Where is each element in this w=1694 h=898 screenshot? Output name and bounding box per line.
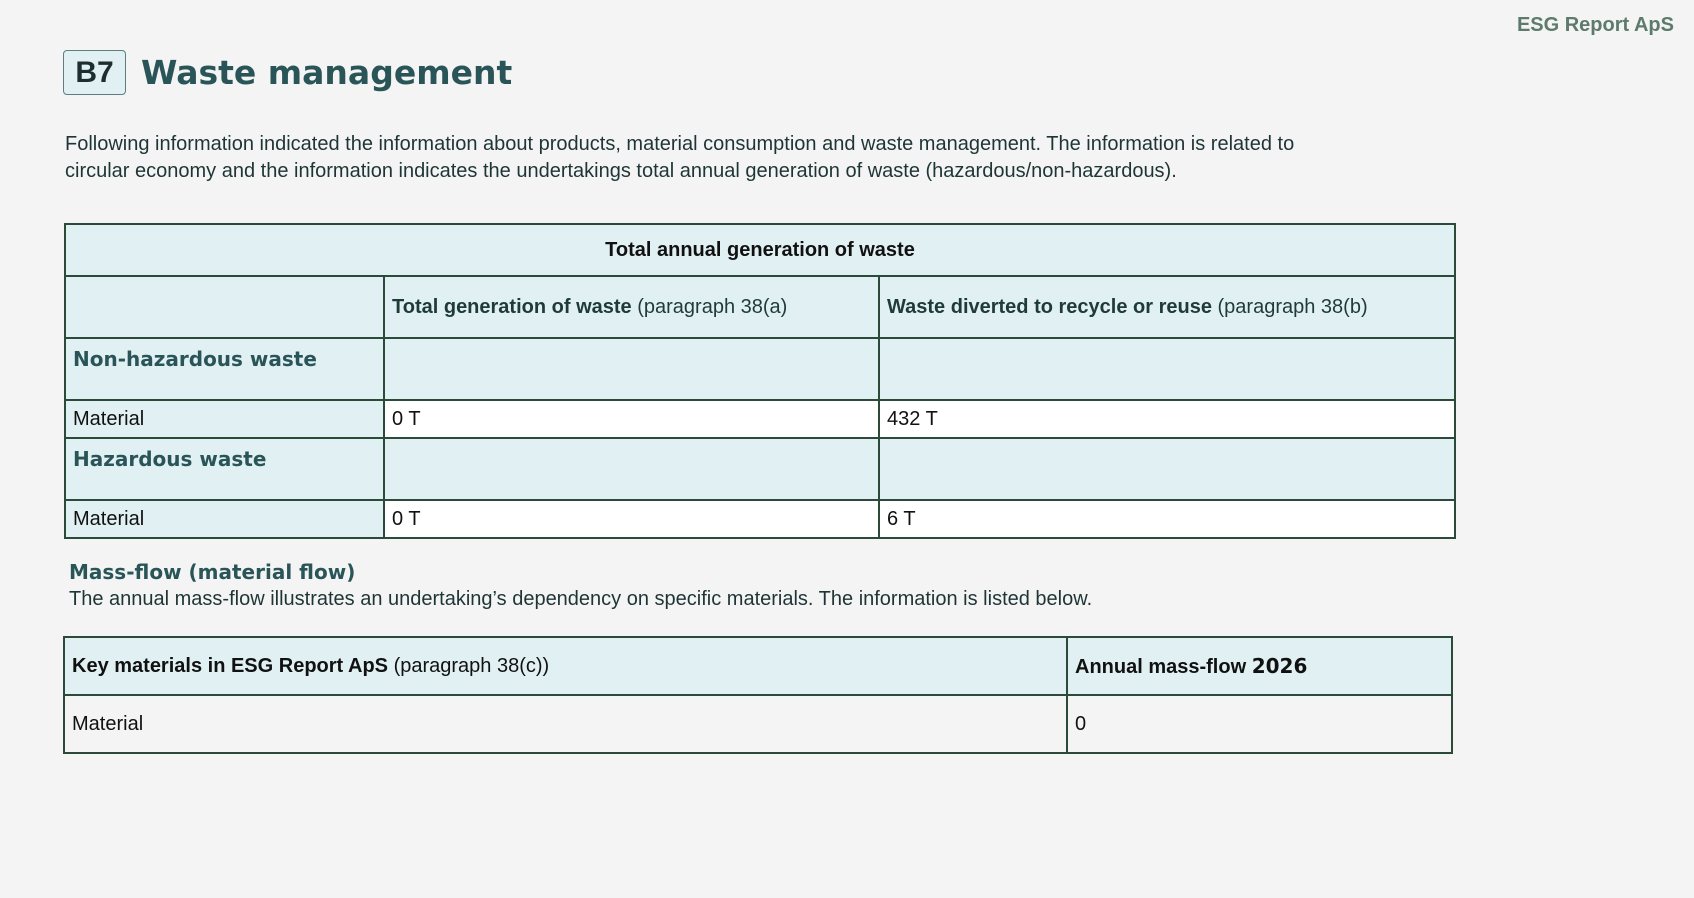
waste-table-caption: Total annual generation of waste	[65, 224, 1455, 276]
brand-name: ESG Report ApS	[1516, 14, 1674, 36]
table-row: Material 0	[64, 695, 1452, 753]
massflow-section	[69, 560, 1092, 611]
col-key-materials: Key materials in ESG Report ApS (paragraph 38(c))	[64, 637, 1067, 695]
intro-text: Following information indicated the information about products, material consumption and waste management. The information is related to circular economy and the information indicates the undertakings total annual generation of waste (hazardous/non-hazardous).	[65, 133, 1295, 182]
waste-table	[64, 223, 1456, 539]
section-code-badge: B7	[63, 50, 126, 95]
page-title: Waste management	[141, 53, 513, 92]
section-header	[63, 50, 512, 95]
diverted-input[interactable]: 6 T	[879, 500, 1455, 538]
col-annual-massflow: Annual mass-flow 2026	[1067, 637, 1452, 695]
table-row: Material 0 T 432 T	[65, 400, 1455, 438]
col-waste-diverted: Waste diverted to recycle or reuse (paragraph 38(b)	[879, 276, 1455, 338]
section-hazardous: Hazardous waste	[65, 438, 384, 500]
col-total-generation: Total generation of waste (paragraph 38(a)	[384, 276, 879, 338]
massflow-heading: Mass-flow (material flow)	[69, 560, 356, 584]
diverted-input[interactable]: 432 T	[879, 400, 1455, 438]
table-row: Material 0 T 6 T	[65, 500, 1455, 538]
massflow-description: The annual mass-flow illustrates an undertaking’s dependency on specific materials. The information is listed below.	[69, 588, 1093, 610]
total-input[interactable]: 0 T	[384, 500, 879, 538]
total-input[interactable]: 0 T	[384, 400, 879, 438]
massflow-table	[63, 636, 1453, 754]
massflow-value[interactable]: 0	[1067, 695, 1452, 753]
section-non-hazardous: Non-hazardous waste	[65, 338, 384, 400]
